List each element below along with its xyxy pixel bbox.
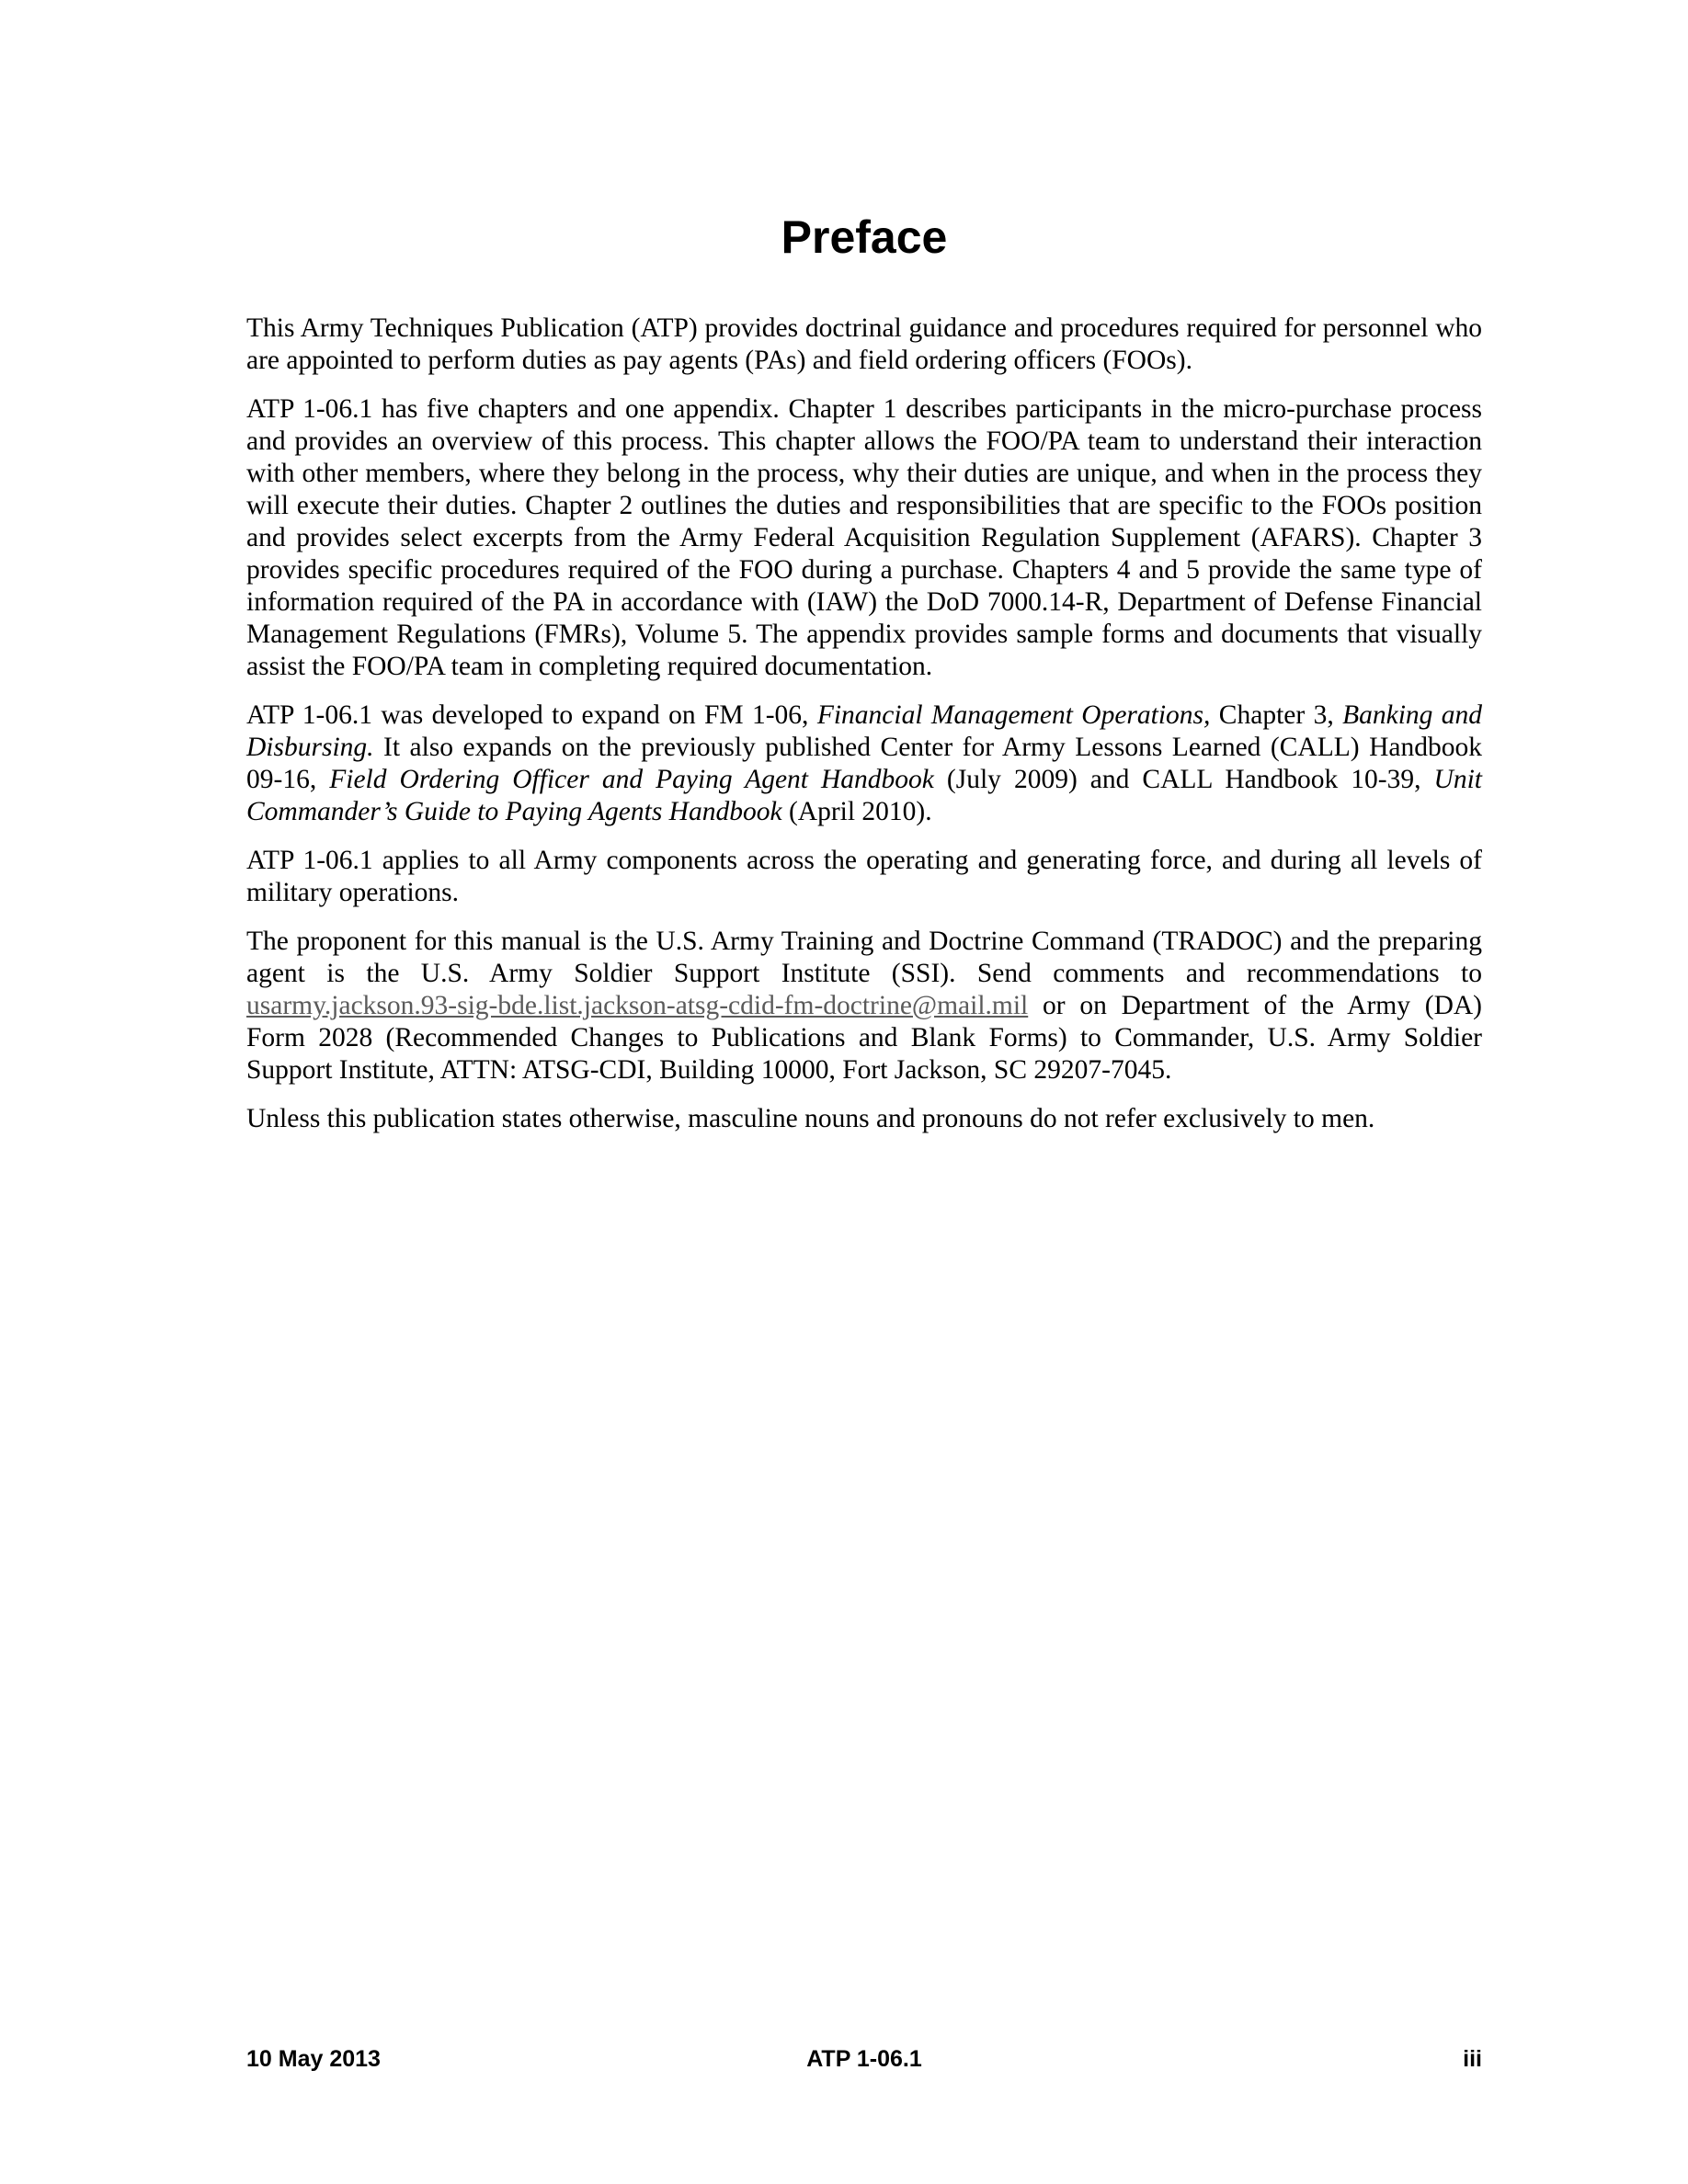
text-segment: The proponent for this manual is the U.S. Army Training and Doctrine Command (TRADOC) and the preparing agent is the U.S. Army Soldier Support Institute (SSI). Send comments and recommendations to [246,927,1482,988]
preface-body [246,313,1482,1152]
chapter-title-banking: Banking and Disbursing. [246,700,1483,762]
footer-page-number: iii [1463,2046,1482,2072]
paragraph-purpose: This Army Techniques Publication (ATP) provides doctrinal guidance and procedures required for personnel who are appointed to perform duties as pay agents (PAs) and field ordering officers (FOOs). [246,313,1482,375]
footer-publication: ATP 1-06.1 [806,2046,922,2072]
text-segment: (July 2009) and CALL Handbook 10-39, [933,765,1434,794]
page-footer [246,2044,1482,2074]
paragraph-applicability: ATP 1-06.1 applies to all Army components across the operating and generating force, and during all levels of military operations. [246,846,1482,907]
paragraph-gender-note: Unless this publication states otherwise, masculine nouns and pronouns do not refer exclusively to men. [246,1104,1375,1133]
paragraph-organization: ATP 1-06.1 has five chapters and one appendix. Chapter 1 describes participants in the micro-purchase process and provides an overview of this process. This chapter allows the FOO/PA team to understand their interaction with other members, where they belong in the process, why their duties are unique, and when in the process they will execute their duties. Chapter 2 outlines the duties and responsibilities that are specific to the FOOs position and provides select excerpts from the Army Federal Acquisition Regulation Supplement (AFARS). Chapter 3 provides specific procedures required of the FOO during a purchase. Chapters 4 and 5 provide the same type of information required of the PA in accordance with (IAW) the DoD 7000.14-R, Department of Defense Financial Management Regulations (FMRs), Volume 5. The appendix provides sample forms and documents that visually assist the FOO/PA team in completing required documentation. [246,394,1482,681]
paragraph-background [246,700,1482,828]
footer-date: 10 May 2013 [246,2046,381,2072]
paragraph-proponent [246,926,1482,1086]
publication-title-call-10-39: Unit Commander’s Guide to Paying Agents Handbook [246,765,1482,826]
publication-title-fm-1-06: Financial Management Operations, [816,700,1211,730]
text-segment: ATP 1-06.1 was developed to expand on FM 1-06, [246,700,817,730]
text-segment: It also expands on the previously published Center for Army Lessons Learned (CALL) Handbook 09-16, [246,733,1482,794]
email-link[interactable]: usarmy.jackson.93-sig-bde.list.jackson-atsg-cdid-fm-doctrine@mail.mil [246,991,1029,1020]
text-segment: Chapter 3, [1210,700,1343,730]
page-title: Preface [781,211,948,263]
publication-title-call-09-16: Field Ordering Officer and Paying Agent Handbook [329,765,934,794]
text-segment: or on Department of the Army (DA) Form 2028 (Recommended Changes to Publications and Blank Forms) to Commander, U.S. Army Soldier Support Institute, ATTN: ATSG-CDI, Building 10000, Fort Jackson, SC 29207-7045. [246,991,1482,1085]
text-segment: (April 2010). [781,797,932,826]
